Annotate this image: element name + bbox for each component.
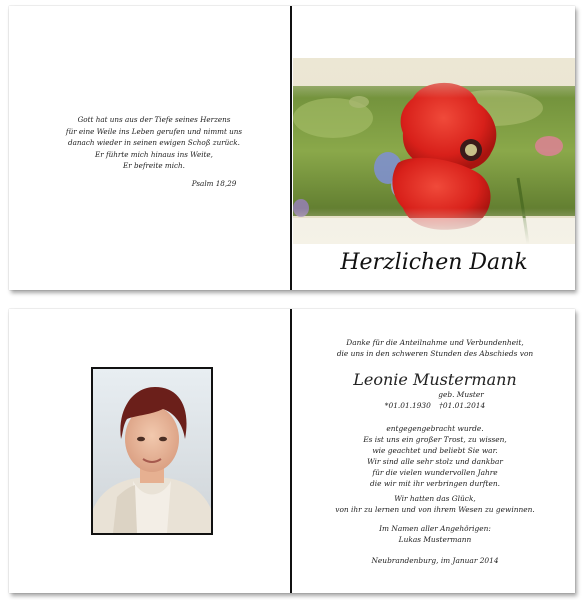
gratitude-text <box>295 493 575 515</box>
verse-line: Er befreite mich. <box>123 161 185 171</box>
deceased-name: Leonie Mustermann <box>353 370 517 389</box>
intro-text <box>295 337 575 359</box>
bible-verse <box>29 114 279 190</box>
fold-line <box>290 309 292 593</box>
deceased-block <box>295 371 575 411</box>
body-line: die wir mit ihr verbringen durften. <box>370 479 500 488</box>
body-line: Es ist uns ein großer Trost, zu wissen, <box>363 435 507 444</box>
body-line: Wir sind alle sehr stolz und dankbar <box>367 457 503 466</box>
birth-name: geb. Muster <box>438 390 484 399</box>
body-text <box>295 423 575 489</box>
birth-date: *01.01.1930 <box>384 401 431 410</box>
death-date: †01.01.2014 <box>439 401 486 410</box>
gratitude-line: von ihr zu lernen und von ihrem Wesen zu gewinnen. <box>335 505 535 514</box>
verse-line: für eine Weile ins Leben gerufen und nimmt uns <box>65 126 243 136</box>
fold-line <box>290 6 292 290</box>
gratitude-line: Wir hatten das Glück, <box>394 494 476 503</box>
poppy-photo <box>293 58 575 244</box>
intro-line: Danke für die Anteilnahme und Verbundenheit, <box>346 338 524 347</box>
body-line: entgegengebracht wurde. <box>386 424 484 433</box>
verse-line: Er führte mich hinaus ins Weite, <box>95 149 213 159</box>
verse-source: Psalm 18,29 <box>191 178 237 188</box>
body-line: wie geachtet und beliebt Sie war. <box>372 446 498 455</box>
portrait-photo <box>91 367 213 535</box>
card-inside-sheet <box>9 309 575 593</box>
signature-name: Lukas Mustermann <box>398 535 472 544</box>
place-date: Neubrandenburg, im Januar 2014 <box>371 556 499 565</box>
card-front-sheet <box>9 6 575 290</box>
signature-line: Im Namen aller Angehörigen: <box>379 524 491 533</box>
verse-line: danach wieder in seinen ewigen Schoß zurück. <box>68 138 240 148</box>
signature-block <box>295 523 575 545</box>
card-title: Herzlichen Dank <box>340 250 528 275</box>
body-line: für die vielen wundervollen Jahre <box>372 468 498 477</box>
intro-line: die uns in den schweren Stunden des Abschieds von <box>336 349 534 358</box>
verse-line: Gott hat uns aus der Tiefe seines Herzens <box>77 115 231 124</box>
